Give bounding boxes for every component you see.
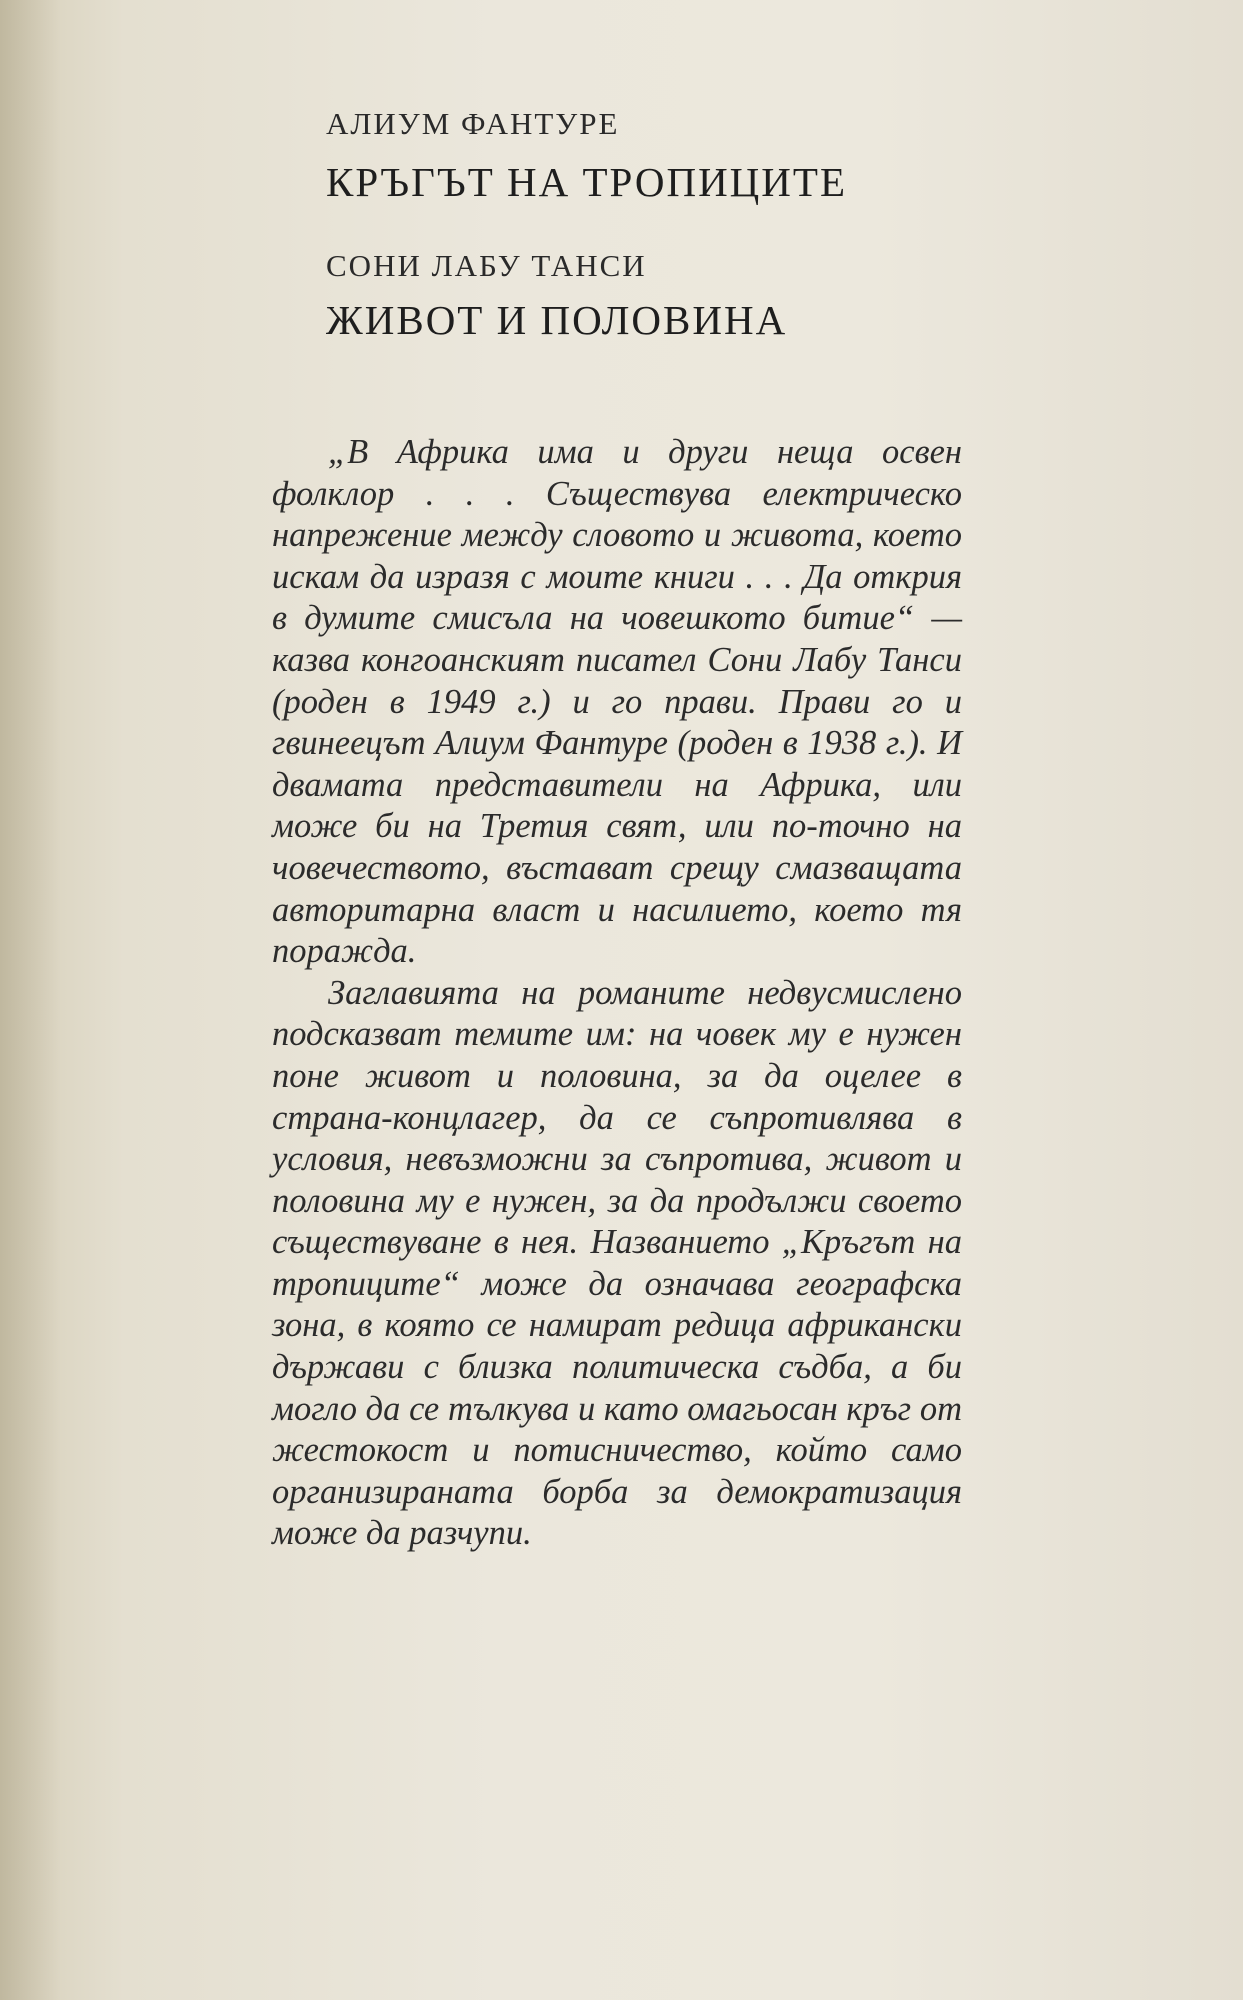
introduction-text: [272, 432, 962, 1555]
intro-paragraph-1: „В Африка има и други неща освен фолклор . . . Съществува електрическо напрежение между словото и живота, което искам да изразя с моите книги . . . Да открия в думите смисъла на човешкото битие“ — казва конгоанският писател Сони Лабу Танси (роден в 1949 г.) и го прави. Прави го и гвинеецът Алиум Фантуре (роден в 1938 г.). И двамата представители на Африка, или може би на Третия свят, или по-точно на човечеството, въстават срещу смазващата авторитарна власт и насилието, което тя поражда.: [272, 433, 962, 971]
author-labou-tansi: СОНИ ЛАБУ ТАНСИ: [326, 248, 647, 283]
title-circle-of-tropics: КРЪГЪТ НА ТРОПИЦИТЕ: [326, 159, 847, 205]
author-fanture: АЛИУМ ФАНТУРЕ: [326, 106, 620, 141]
intro-paragraph-2: Заглавията на романите недвусмислено подсказват темите им: на човек му е нужен поне живот и половина, за да оцелее в страна-концлагер, да се съпротивлява в условия, невъзможни за съпротива, живот и половина му е нужен, за да продължи своето съществуване в нея. Названието „Кръгът на тропиците“ може да означава географска зона, в която се намират редица африкански държави с близка политическа съдба, а би могло да се тълкува и като омагьосан кръг от жестокост и потисничество, който само организираната борба за демократизация може да разчупи.: [272, 973, 962, 1553]
title-life-and-a-half: ЖИВОТ И ПОЛОВИНА: [326, 297, 788, 343]
